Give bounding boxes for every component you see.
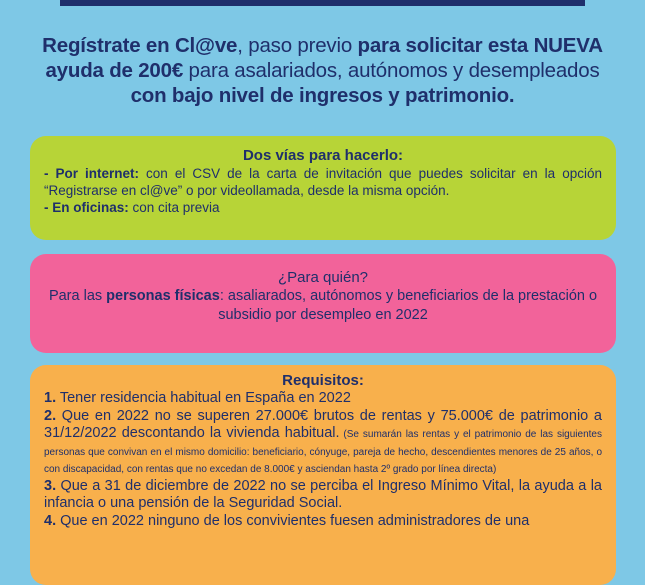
headline-part-2: , paso previo: [237, 34, 358, 57]
headline: [30, 33, 615, 108]
who-box: [30, 254, 616, 353]
ways-offices-label: - En oficinas:: [44, 200, 129, 215]
requirements-box: [30, 365, 616, 585]
requirement-4: [44, 513, 602, 531]
requirement-2: [44, 408, 602, 478]
headline-part-4: para asalariados, autónomos y desempleados: [183, 59, 600, 82]
headline-part-5: con bajo nivel de ingresos y patrimonio.: [130, 84, 515, 107]
requirement-3: [44, 478, 602, 513]
ways-internet-label: - Por internet:: [44, 166, 140, 181]
headline-part-1: Regístrate en Cl@ve: [42, 34, 238, 57]
requirement-3-text: Que a 31 de diciembre de 2022 no se perciba el Ingreso Mínimo Vital, la ayuda a la infancia o una pensión de la Seguridad Social.: [44, 477, 602, 511]
who-text: [44, 287, 602, 325]
requirement-2-number: 2.: [44, 407, 57, 424]
ways-offices-text: con cita previa: [128, 200, 220, 215]
ways-offices: [44, 199, 602, 216]
requirement-4-text: Que en 2022 ninguno de los convivientes fuesen administradores de una: [56, 512, 530, 529]
requirements-title: Requisitos:: [282, 372, 364, 389]
requirement-1-number: 1.: [44, 390, 57, 406]
who-pre: Para las: [48, 288, 107, 304]
requirement-1: [44, 390, 602, 408]
headline-part-3: para solicitar esta NUEVA ayuda de 200€: [45, 34, 603, 82]
who-post: : asaliarados, autónomos y beneficiarios de la prestación o subsidio por desempleo en 2022: [218, 288, 598, 323]
requirement-2-note: (Se sumarán las rentas y el patrimonio de las siguientes personas que convivan en el mismo domicilio: beneficiario, cónyuge, pareja de hecho, descendientes menores de 25 años, o con discapacidad, con rentas que no excedan de 8.000€ y asciendan hasta 2º grado por línea directa): [44, 429, 602, 475]
top-bar: [60, 0, 585, 6]
who-bold: personas físicas: [106, 288, 220, 304]
requirement-1-text: Tener residencia habitual en España en 2022: [56, 390, 351, 406]
ways-internet-text: con el CSV de la carta de invitación que puedes solicitar en la opción “Registrarse en cl@ve” o por videollamada, desde la misma opción.: [44, 166, 602, 198]
requirement-4-number: 4.: [44, 512, 57, 529]
who-title: ¿Para quién?: [277, 269, 369, 286]
ways-internet: [44, 165, 602, 199]
ways-box: [30, 136, 616, 240]
ways-title: Dos vías para hacerlo:: [242, 147, 404, 164]
requirement-2-text: Que en 2022 no se superen 27.000€ brutos de rentas y 75.000€ de patrimonio a 31/12/2022 descontando la vivienda habitual.: [44, 407, 602, 441]
requirement-3-number: 3.: [44, 477, 57, 494]
